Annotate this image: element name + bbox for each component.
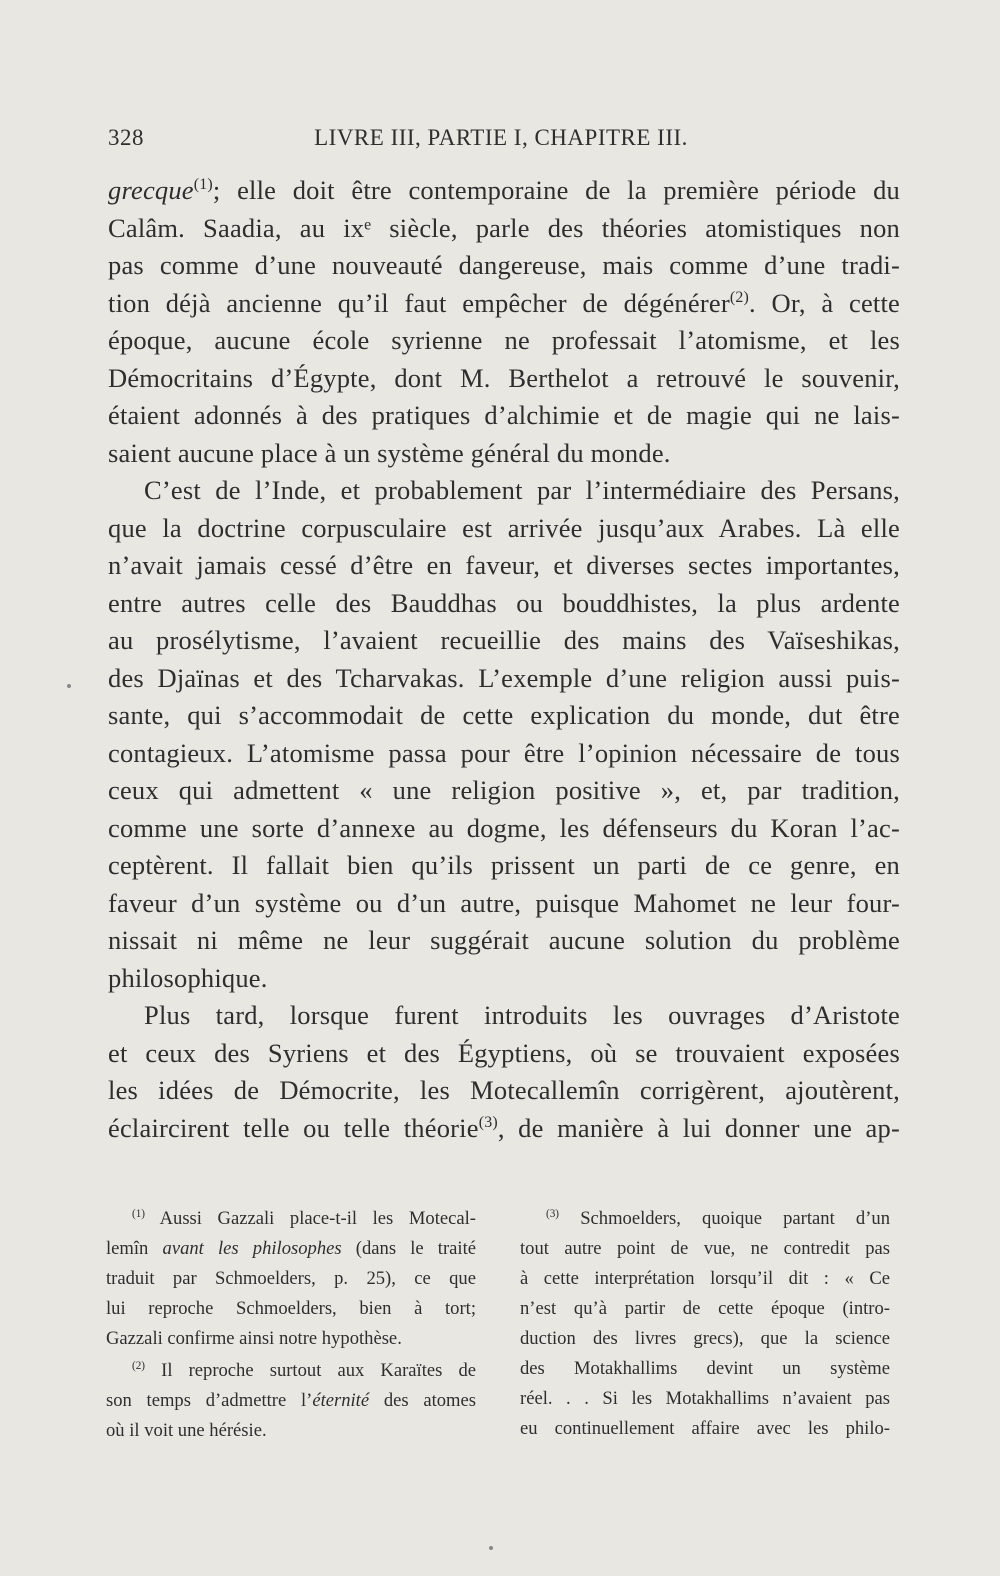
footnote-marker: (2) [132,1359,146,1372]
footnote-line: son temps d’admettre l’éternité des atomes [106,1390,477,1411]
footnote-line: des Motakhallims devint un système [520,1358,890,1379]
paragraph-1 [108,172,900,472]
footnote-line: lui reproche Schmoelders, bien à tort; [106,1298,476,1319]
footnote-line: eu continuellement affaire avec les philo- [520,1418,890,1439]
footnote-2 [106,1356,476,1446]
text-line: ceux qui admettent « une religion positive », et, par tradition, [108,775,900,805]
italic-word: grecque [108,175,194,205]
footnote-line: où il voit une hérésie. [106,1420,267,1441]
text-line: grecque$^{(1)}$; elle doit être contemporaine de la première période du [108,175,900,205]
footnote-3 [520,1204,890,1444]
text-line: philosophique. [108,962,268,993]
text-line: tion déjà ancienne qu’il faut empêcher de dégénérer$^{(2)}$. Or, à cette [108,287,900,318]
paragraph-2 [108,472,900,997]
footnote-line: tout autre point de vue, ne contredit pas [520,1238,890,1259]
text-line: saient aucune place à un système général du monde. [108,437,671,468]
footnote-line: lemîn avant les philosophes (dans le traité [106,1238,476,1259]
footnote-marker: (3) [546,1207,560,1220]
text-line: Démocritains d’Égypte, dont M. Berthelot a retrouvé le souvenir, [108,362,900,393]
text-line: des Djaïnas et des Tcharvakas. L’exemple d’une religion aussi puis- [108,662,900,693]
text-line: ceptèrent. Il fallait bien qu’ils prissent un parti de ce genre, en [108,850,900,880]
footnote-column-left [106,1204,476,1448]
footnote-line: $^{(1)}$ Aussi Gazzali place-t-il les Motecal- [132,1207,476,1229]
text-line: Plus tard, lorsque furent introduits les ouvrages d’Aristote [144,1000,900,1030]
text-line: nissait ni même ne leur suggérait aucune solution du problème [108,925,900,955]
footnote-line: réel. . . Si les Motakhallims n’avaient pas [520,1388,890,1409]
text-line: C’est de l’Inde, et probablement par l’intermédiaire des Persans, [144,475,900,505]
running-header [108,125,894,155]
footnote-line: traduit par Schmoelders, p. 25), ce que [106,1268,476,1289]
text-line: étaient adonnés à des pratiques d’alchimie et de magie qui ne lais- [108,400,900,430]
text-line: faveur d’un système ou d’un autre, puisque Mahomet ne leur four- [108,887,900,918]
footnote-line: Gazzali confirme ainsi notre hypothèse. [106,1328,402,1349]
main-text [108,172,900,1147]
text-line: époque, aucune école syrienne ne professait l’atomisme, et les [108,325,900,355]
footnote-column-right [520,1204,890,1446]
footnote-1 [106,1204,476,1354]
text-line: les idées de Démocrite, les Motecallemîn corrigèrent, ajoutèrent, [108,1075,900,1105]
footnote-ref-1[interactable]: (1) [193,176,213,194]
text-line: que la doctrine corpusculaire est arrivée jusqu’aux Arabes. Là elle [108,512,900,543]
margin-speck [67,684,71,688]
text-line: entre autres celle des Bauddhas ou bouddhistes, la plus ardente [108,587,900,618]
text-line: et ceux des Syriens et des Égyptiens, où se trouvaient exposées [108,1037,900,1068]
text-line: comme une sorte d’annexe au dogme, les défenseurs du Koran l’ac- [108,812,900,843]
footnote-marker: (1) [132,1207,146,1220]
text-line: Calâm. Saadia, au ixᵉ siècle, parle des théories atomistiques non [108,212,900,243]
text-line: sante, qui s’accommodait de cette explication du monde, dut être [108,700,900,730]
footnote-line: $^{(2)}$ Il reproche surtout aux Karaïtes de [132,1359,476,1381]
text-line: au prosélytisme, l’avaient recueillie des mains des Vaïseshikas, [108,625,900,655]
text-line: n’avait jamais cessé d’être en faveur, et diverses sectes importantes, [108,550,900,580]
footnote-ref-2[interactable]: (2) [729,288,749,306]
margin-speck [489,1546,493,1550]
footnote-line: duction des livres grecs), que la science [520,1328,890,1349]
footnote-line: $^{(3)}$ Schmoelders, quoique partant d’un [546,1207,890,1229]
running-title: LIVRE III, PARTIE I, CHAPITRE III. [314,125,688,150]
text-line: éclaircirent telle ou telle théorie$^{(3)}$, de manière à lui donner une ap- [108,1112,900,1143]
footnote-ref-3[interactable]: (3) [478,1113,498,1131]
text-line: pas comme d’une nouveauté dangereuse, mais comme d’une tradi- [108,250,900,280]
text-line: contagieux. L’atomisme passa pour être l’opinion nécessaire de tous [108,737,900,768]
footnote-line: n’est qu’à partir de cette époque (intro- [520,1298,890,1319]
paragraph-3 [108,997,900,1147]
page-number: 328 [108,125,144,150]
footnote-line: à cette interprétation lorsqu’il dit : « Ce [520,1268,890,1289]
